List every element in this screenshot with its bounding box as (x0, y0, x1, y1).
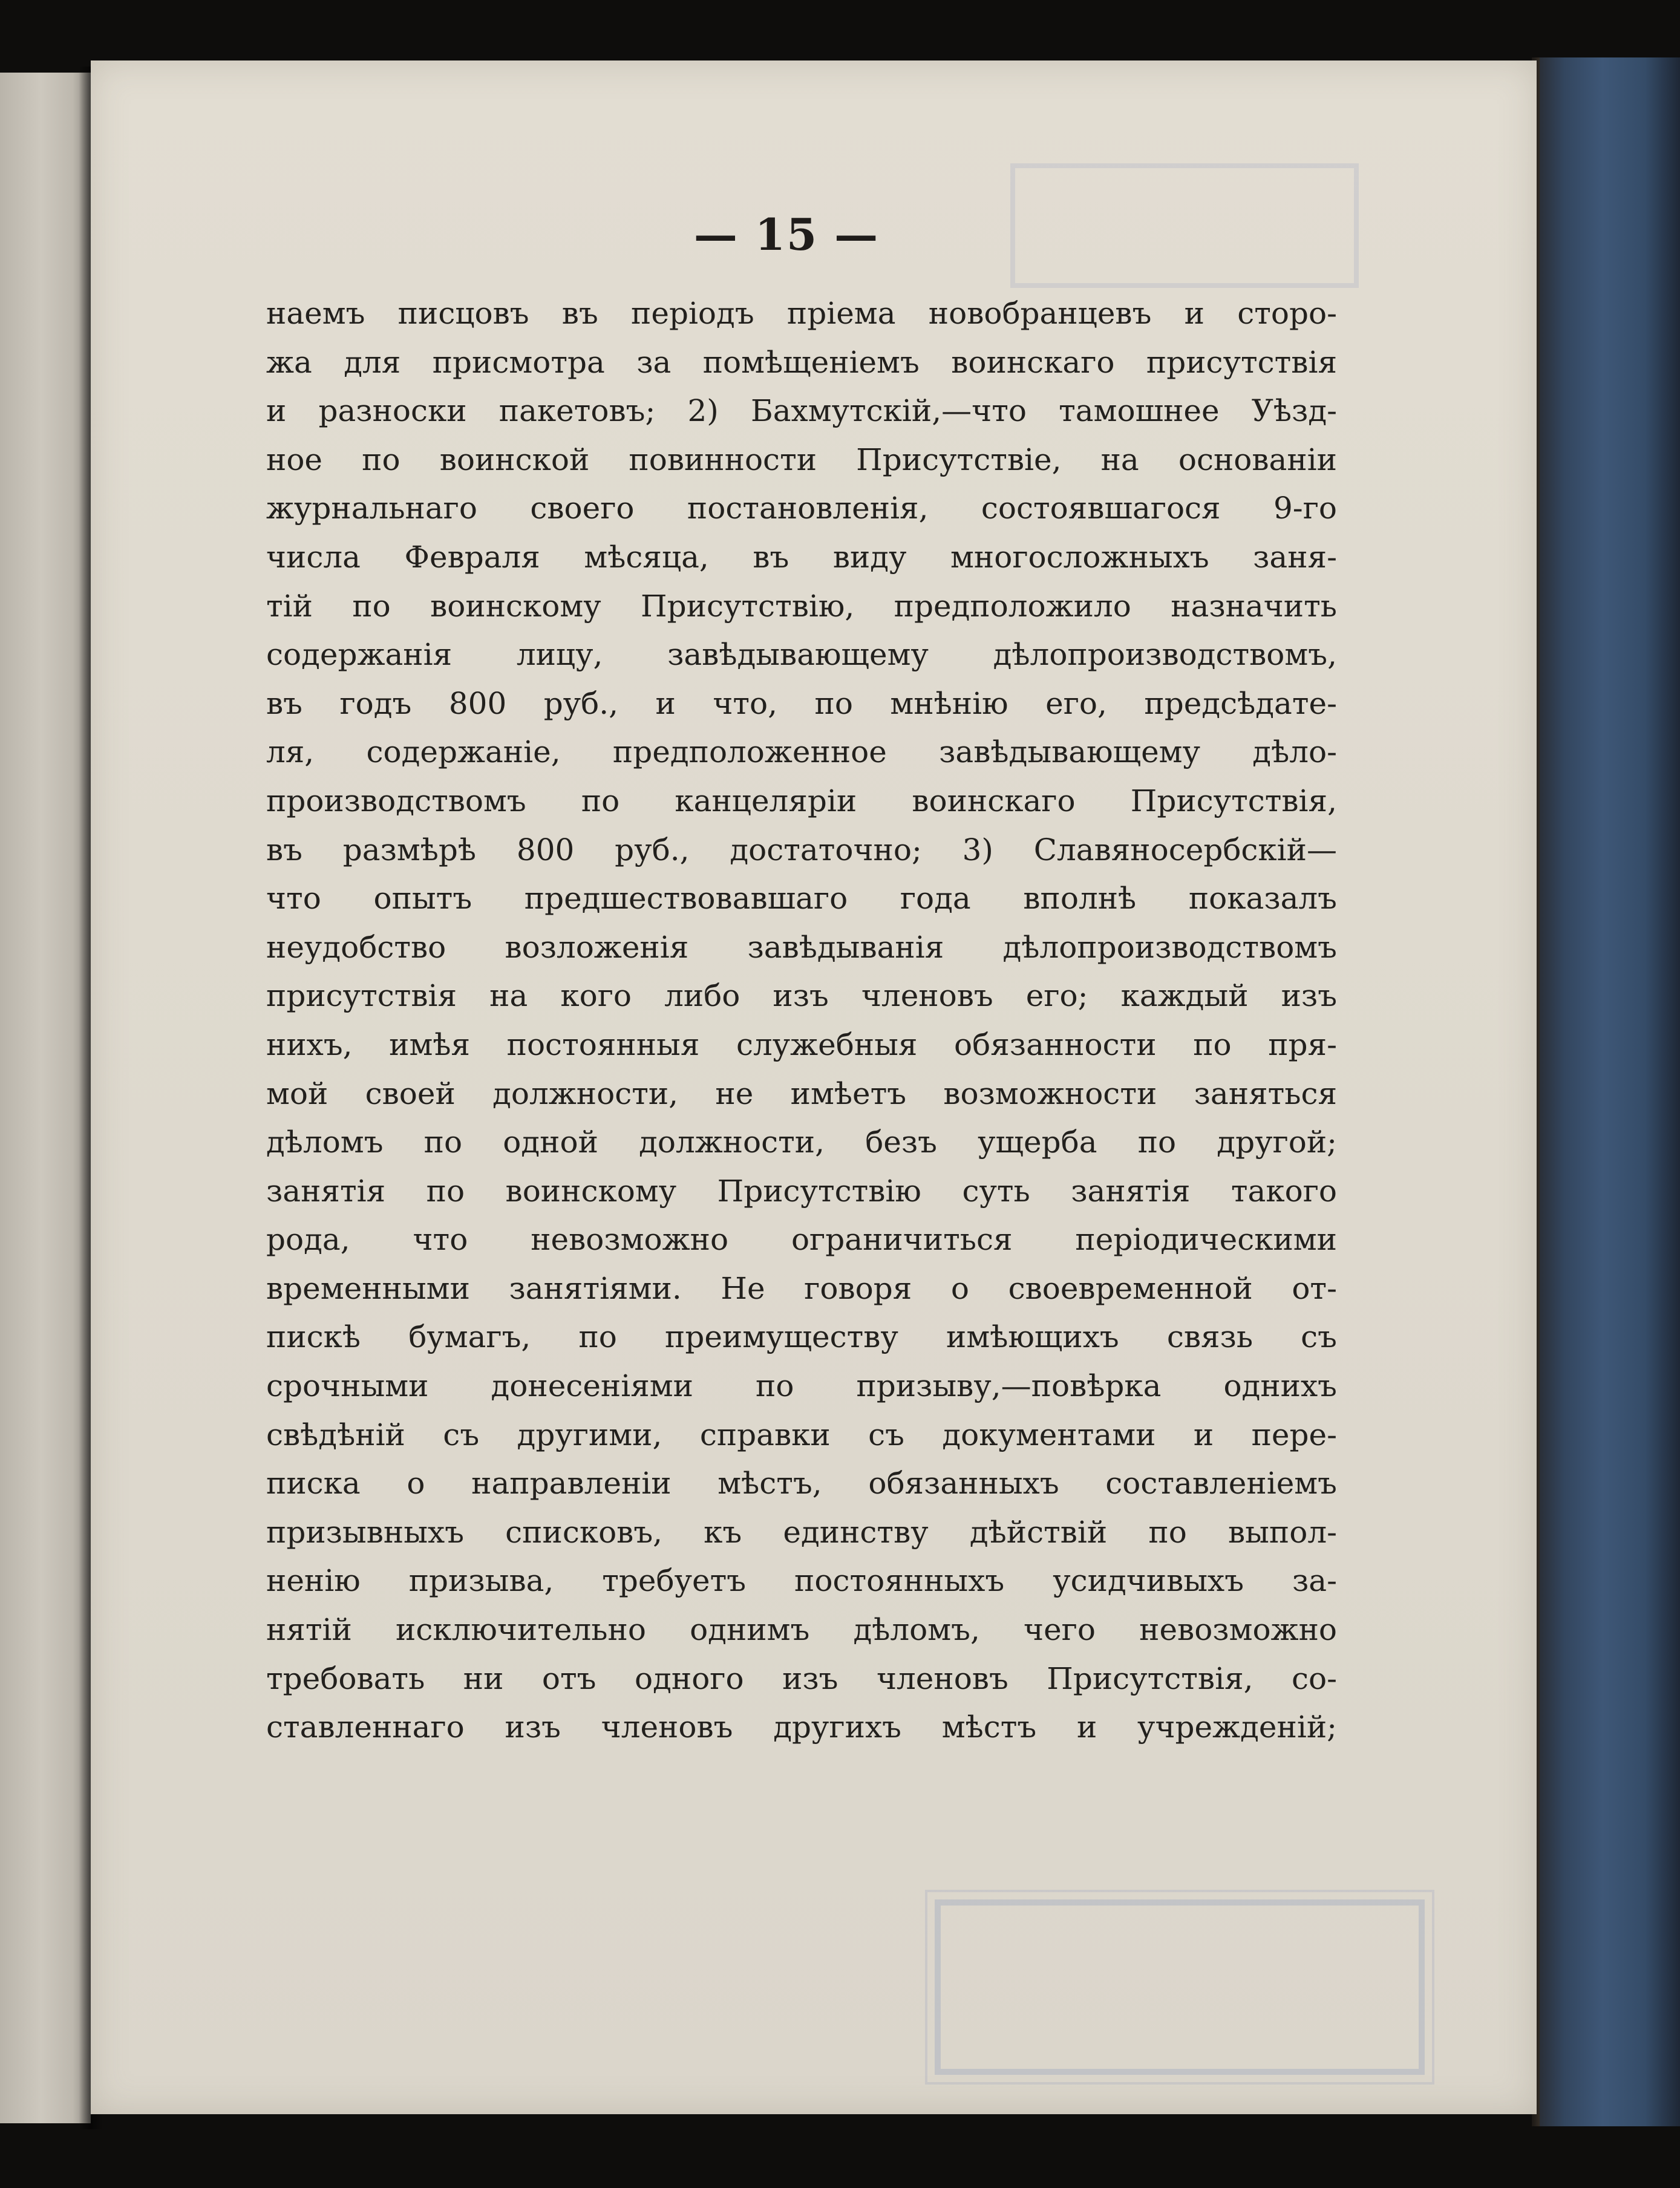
text-line: нятій исключительно однимъ дѣломъ, чего невозможно (266, 1612, 1337, 1648)
body-text (266, 289, 1337, 1752)
text-line: ненію призыва, требуетъ постоянныхъ усидчивыхъ за- (266, 1563, 1337, 1599)
text-line: жа для присмотра за помѣщеніемъ воинскаго присутствія (266, 344, 1337, 380)
text-line: что опытъ предшествовавшаго года вполнѣ показалъ (266, 881, 1337, 916)
text-line: рода, что невозможно ограничиться періодическими (266, 1222, 1337, 1258)
library-stamp-bleed-top (1010, 163, 1359, 288)
library-stamp-bleed-bottom (935, 1899, 1425, 2075)
text-line: ставленнаго изъ членовъ другихъ мѣстъ и учрежденій; (266, 1710, 1337, 1745)
book-cover-board (1540, 57, 1680, 2126)
text-line: требовать ни отъ одного изъ членовъ Присутствія, со- (266, 1661, 1337, 1696)
text-line: неудобство возложенія завѣдыванія дѣлопроизводствомъ (266, 929, 1337, 965)
text-line: мой своей должности, не имѣетъ возможности заняться (266, 1076, 1337, 1111)
text-line: содержанія лицу, завѣдывающему дѣлопроизводствомъ, (266, 637, 1337, 673)
text-line: писка о направленіи мѣстъ, обязанныхъ составленіемъ (266, 1466, 1337, 1501)
text-line: призывныхъ списковъ, къ единству дѣйствій по выпол- (266, 1514, 1337, 1550)
text-line: присутствія на кого либо изъ членовъ его; каждый изъ (266, 978, 1337, 1014)
text-line: и разноски пакетовъ; 2) Бахмутскій,—что тамошнее Уѣзд- (266, 393, 1337, 429)
text-line: тій по воинскому Присутствію, предположило назначить (266, 588, 1337, 624)
text-line: производствомъ по канцеляріи воинскаго Присутствія, (266, 783, 1337, 818)
text-line: въ размѣрѣ 800 руб., достаточно; 3) Славяносербскій— (266, 832, 1337, 867)
text-line: наемъ писцовъ въ періодъ пріема новобранцевъ и сторо- (266, 296, 1337, 331)
text-line: пискѣ бумагъ, по преимуществу имѣющихъ связь съ (266, 1319, 1337, 1355)
text-line: дѣломъ по одной должности, безъ ущерба по другой; (266, 1125, 1337, 1160)
text-line: ное по воинской повинности Присутствіе, на основаніи (266, 442, 1337, 477)
page-number: — 15 — (693, 209, 880, 260)
text-line: числа Февраля мѣсяца, въ виду многосложныхъ заня- (266, 539, 1337, 575)
text-line: свѣдѣній съ другими, справки съ документами и пере- (266, 1417, 1337, 1452)
text-line: въ годъ 800 руб., и что, по мнѣнію его, предсѣдате- (266, 685, 1337, 721)
facing-page-edge (0, 73, 91, 2123)
text-line: занятія по воинскому Присутствію суть занятія такого (266, 1173, 1337, 1209)
text-line: нихъ, имѣя постоянныя служебныя обязанности по пря- (266, 1027, 1337, 1062)
text-line: временными занятіями. Не говоря о своевременной от- (266, 1270, 1337, 1306)
text-line: срочными донесеніями по призыву,—повѣрка однихъ (266, 1368, 1337, 1404)
text-line: журнальнаго своего постановленія, состоявшагося 9-го (266, 491, 1337, 526)
text-line: ля, содержаніе, предположенное завѣдывающему дѣло- (266, 734, 1337, 770)
